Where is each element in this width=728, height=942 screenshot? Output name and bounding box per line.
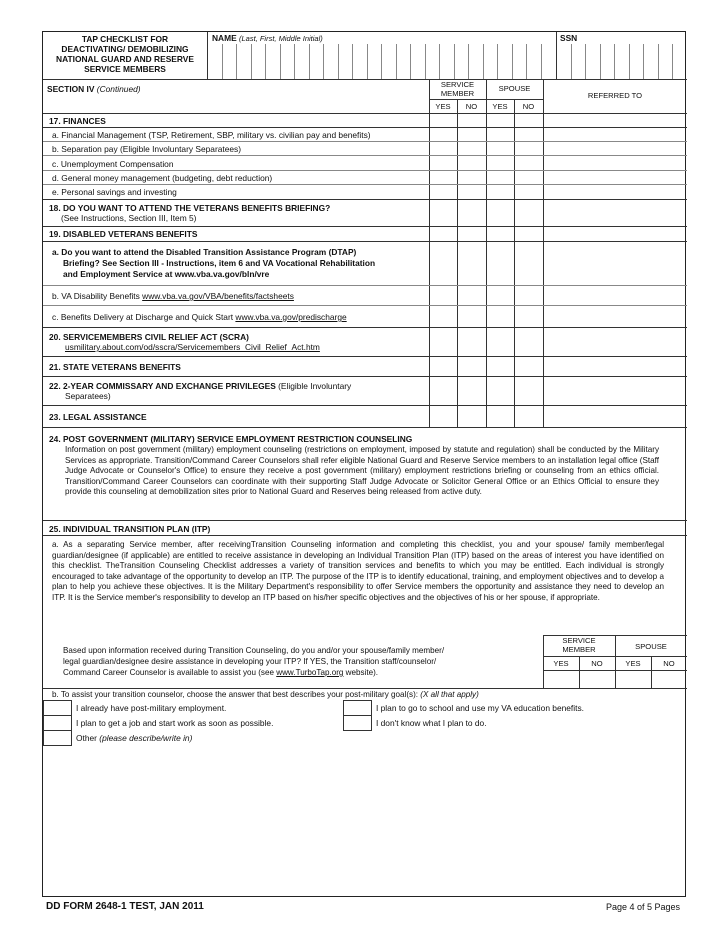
sp-yes-cell[interactable] — [487, 406, 514, 427]
sp-yes-cell[interactable] — [487, 128, 514, 141]
character-cell-divider — [280, 44, 281, 79]
name-label: NAME (Last, First, Middle Initial) — [212, 33, 323, 43]
referred-to-cell[interactable] — [544, 406, 687, 427]
sm-yes-cell[interactable] — [430, 357, 457, 376]
sp-no-cell[interactable] — [515, 142, 543, 155]
sp-yes-cell[interactable] — [487, 242, 514, 285]
sm-no-cell[interactable] — [458, 286, 486, 305]
sm-no-cell[interactable] — [458, 377, 486, 405]
sp-no-cell[interactable] — [515, 328, 543, 356]
itp-spouse-header: SPOUSE — [635, 642, 667, 651]
sp-yes-cell[interactable] — [487, 142, 514, 155]
referred-to-cell[interactable] — [544, 286, 687, 305]
sm-yes-cell[interactable] — [430, 242, 457, 285]
sp-yes-cell[interactable] — [487, 200, 514, 226]
character-cell-divider — [672, 44, 673, 79]
item-17d-text: d. General money management (budgeting, debt reduction) — [52, 173, 273, 183]
itp-sm-no-header: NO — [591, 659, 603, 668]
item-19c-text: c. Benefits Delivery at Discharge and Quick Start www.vba.va.gov/predischarge — [52, 312, 347, 322]
sm-no-cell[interactable] — [458, 171, 486, 184]
sp-no-cell[interactable] — [515, 377, 543, 405]
sm-no-cell[interactable] — [458, 406, 486, 427]
goal-other-checkbox[interactable] — [43, 730, 72, 746]
item-21-title: 21. STATE VETERANS BENEFITS — [49, 362, 181, 372]
sp-no-header: NO — [522, 102, 535, 111]
item-18-title: 18. DO YOU WANT TO ATTEND THE VETERANS BENEFITS BRIEFING? — [49, 203, 331, 213]
item-18-note: (See Instructions, Section III, Item 5) — [61, 213, 197, 223]
item-25a-question-line-1: Based upon information received during Transition Counseling, do you and/or your spouse/family member/ — [63, 646, 445, 655]
character-cell-divider — [614, 44, 615, 79]
referred-to-cell[interactable] — [544, 377, 687, 405]
referred-to-cell[interactable] — [544, 200, 687, 226]
goal-school-checkbox[interactable] — [343, 700, 372, 716]
itp-sm-yes-cell[interactable] — [544, 671, 579, 688]
sm-no-cell[interactable] — [458, 156, 486, 170]
sp-yes-cell[interactable] — [487, 185, 514, 199]
spouse-header: SPOUSE — [498, 84, 531, 93]
character-cell-divider — [425, 44, 426, 79]
itp-sp-yes-cell[interactable] — [616, 671, 651, 688]
itp-service-member-header: SERVICE MEMBER — [562, 636, 596, 654]
sm-no-cell[interactable] — [458, 200, 486, 226]
form-title-line-1: TAP CHECKLIST FOR — [81, 34, 169, 44]
character-cell-divider — [236, 44, 237, 79]
character-cell-divider — [454, 44, 455, 79]
character-cell-divider — [600, 44, 601, 79]
sm-yes-cell[interactable] — [430, 185, 457, 199]
character-cell-divider — [309, 44, 310, 79]
goal-employment-label: I already have post-military employment. — [76, 703, 227, 713]
item-25a-question-line-3: Command Career Counselor is available to assist you (see www.TurboTap.org website). — [63, 668, 379, 677]
sm-no-header: NO — [465, 102, 478, 111]
section-label: SECTION IV (Continued) — [47, 84, 141, 94]
item-19a-line-1: a. Do you want to attend the Disabled Transition Assistance Program (DTAP) — [52, 247, 357, 257]
goal-other-write-in[interactable] — [76, 744, 681, 894]
sm-yes-cell[interactable] — [430, 156, 457, 170]
character-cell-divider — [222, 44, 223, 79]
character-cell-divider — [251, 44, 252, 79]
sp-no-cell[interactable] — [515, 128, 543, 141]
item-19b-text: b. VA Disability Benefits www.vba.va.gov/VBA/benefits/factsheets — [52, 291, 294, 301]
itp-sp-no-header: NO — [663, 659, 675, 668]
item-17-title: 17. FINANCES — [49, 116, 106, 126]
item-22-note: Separatees) — [65, 391, 111, 401]
ssn-input[interactable] — [556, 44, 687, 79]
sm-no-cell[interactable] — [458, 128, 486, 141]
character-cell-divider — [367, 44, 368, 79]
service-member-header: SERVICE MEMBER — [440, 80, 475, 98]
referred-to-header: REFERRED TO — [587, 91, 643, 100]
sp-yes-header: YES — [492, 102, 508, 111]
character-cell-divider — [643, 44, 644, 79]
character-cell-divider — [541, 44, 542, 79]
sm-no-cell[interactable] — [458, 306, 486, 327]
itp-sm-no-cell[interactable] — [580, 671, 615, 688]
sm-yes-cell[interactable] — [430, 306, 457, 327]
character-cell-divider — [294, 44, 295, 79]
character-cell-divider — [396, 44, 397, 79]
referred-to-cell[interactable] — [544, 156, 687, 170]
character-cell-divider — [629, 44, 630, 79]
goal-unknown-checkbox[interactable] — [343, 715, 372, 731]
sp-yes-cell[interactable] — [487, 156, 514, 170]
item-19-title: 19. DISABLED VETERANS BENEFITS — [49, 229, 198, 239]
sp-yes-cell[interactable] — [487, 306, 514, 327]
sm-yes-cell[interactable] — [430, 406, 457, 427]
goal-other-label: Other (please describe/write in) — [76, 733, 193, 743]
goal-unknown-label: I don't know what I plan to do. — [376, 718, 487, 728]
item-20-title: 20. SERVICEMEMBERS CIVIL RELIEF ACT (SCRA) — [49, 332, 249, 342]
referred-to-cell[interactable] — [544, 128, 687, 141]
sp-no-cell[interactable] — [515, 242, 543, 285]
ssn-label: SSN — [560, 33, 578, 43]
character-cell-divider — [585, 44, 586, 79]
item-20-link — [65, 342, 320, 352]
character-cell-divider — [483, 44, 484, 79]
sm-yes-cell[interactable] — [430, 377, 457, 405]
page-number: Page 4 of 5 Pages — [606, 902, 681, 912]
item-19a-line-2: Briefing? See Section III - Instructions, item 6 and VA Vocational Rehabilitation — [63, 258, 376, 268]
character-cell-divider — [439, 44, 440, 79]
referred-to-cell[interactable] — [544, 242, 687, 285]
character-cell-divider — [468, 44, 469, 79]
sm-no-cell[interactable] — [458, 185, 486, 199]
sp-no-cell[interactable] — [515, 406, 543, 427]
character-cell-divider — [381, 44, 382, 79]
character-cell-divider — [352, 44, 353, 79]
sm-yes-cell[interactable] — [430, 171, 457, 184]
va-disability-link[interactable]: www.vba.va.gov/VBA/benefits/factsheets — [142, 291, 294, 301]
sm-no-cell[interactable] — [458, 328, 486, 356]
item-22-title: 22. 2-YEAR COMMISSARY AND EXCHANGE PRIVILEGES (Eligible Involuntary — [49, 381, 352, 391]
itp-sm-yes-header: YES — [553, 659, 569, 668]
sp-yes-cell[interactable] — [487, 357, 514, 376]
form-title-line-4: SERVICE MEMBERS — [84, 64, 166, 74]
character-cell-divider — [571, 44, 572, 79]
sp-no-cell[interactable] — [515, 286, 543, 305]
character-cell-divider — [526, 44, 527, 79]
sp-no-cell[interactable] — [515, 357, 543, 376]
sm-yes-header: YES — [435, 102, 451, 111]
sm-yes-cell[interactable] — [430, 328, 457, 356]
item-23-title: 23. LEGAL ASSISTANCE — [49, 412, 147, 422]
referred-to-cell[interactable] — [544, 357, 687, 376]
goal-employment-checkbox[interactable] — [43, 700, 72, 716]
itp-sp-no-cell[interactable] — [652, 671, 687, 688]
referred-to-cell[interactable] — [544, 306, 687, 327]
item-25a-body: a. As a separating Service member, after receivingTransition Counseling information and completing this checklist, you and your spouse/ family member/legal guardian/designee (if applicable) are entitled to receive assistance in developing an Individual Transition Plan (ITP) based on the areas of interest you have identified on this checklist. TheTransition Counseling Checklist addresses a variety of transition services and benefits to which you may be entitled. Each individual is strongly encouraged to take advantage of the opportunity to develop an ITP. The purpose of the ITP is to identify educational, training, and employment objectives and to develop a plan to help you achieve these objectives. It is the Military Department's responsibility to offer Service members the opportunity and assistance they need to develop an ITP. It is the Service member's responsibility to develop an ITP based on his/her specific objectives and the objectives of his or her spouse, if appropriate. — [52, 540, 664, 602]
goal-job-label: I plan to get a job and start work as soon as possible. — [76, 718, 274, 728]
item-17c-text: c. Unemployment Compensation — [52, 159, 174, 169]
form-number: DD FORM 2648-1 TEST, JAN 2011 — [46, 901, 204, 912]
item-25a-question-line-2: legal guardian/designee desire assistance in developing your ITP? If YES, the Transition staff/counselor/ — [63, 657, 437, 666]
referred-to-cell[interactable] — [544, 142, 687, 155]
sp-no-cell[interactable] — [515, 185, 543, 199]
item-17b-text: b. Separation pay (Eligible Involuntary Separatees) — [52, 144, 242, 154]
sm-no-cell[interactable] — [458, 357, 486, 376]
sm-yes-cell[interactable] — [430, 286, 457, 305]
character-cell-divider — [658, 44, 659, 79]
sp-no-cell[interactable] — [515, 200, 543, 226]
itp-sp-yes-header: YES — [625, 659, 641, 668]
item-17a-text: a. Financial Management (TSP, Retirement, SBP, military vs. civilian pay and benefits) — [52, 130, 371, 140]
goal-job-checkbox[interactable] — [43, 715, 72, 731]
goal-school-label: I plan to go to school and use my VA education benefits. — [376, 703, 584, 713]
character-cell-divider — [323, 44, 324, 79]
sp-yes-cell[interactable] — [487, 328, 514, 356]
predischarge-link[interactable]: www.vba.va.gov/predischarge — [235, 312, 347, 322]
sp-yes-cell[interactable] — [487, 286, 514, 305]
sm-yes-cell[interactable] — [430, 128, 457, 141]
sp-no-cell[interactable] — [515, 156, 543, 170]
referred-to-cell[interactable] — [544, 171, 687, 184]
item-25b-text: b. To assist your transition counselor, choose the answer that best describes your post-military goal(s): (X all that apply) — [52, 690, 479, 699]
item-25-title: 25. INDIVIDUAL TRANSITION PLAN (ITP) — [49, 524, 211, 534]
tap-checklist-form — [42, 31, 686, 897]
item-24-title: 24. POST GOVERNMENT (MILITARY) SERVICE EMPLOYMENT RESTRICTION COUNSELING — [49, 434, 413, 444]
character-cell-divider — [497, 44, 498, 79]
scra-link[interactable]: usmilitary.about.com/od/sscra/Servicemembers_Civil_Relief_Act.htm — [65, 342, 320, 352]
form-title-line-3: NATIONAL GUARD AND RESERVE — [56, 54, 194, 64]
sm-yes-cell[interactable] — [430, 200, 457, 226]
item-24-body: Information on post government (military) employment counseling (restrictions on employment, imposed by statute and regulation) shall be conducted by the Military Services as appropriate. Transition/Command Career Counselors shall refer eligible National Guard and Reserve Service members to an installation legal office (Staff Judge Advocate or Counselor's Office) to ensure they receive a post government (military) employment restrictions briefing or counseling from an ethics official. Transition/Command Career Counselors can coordinate with their supporting Staff Judge Advocate or Solicitor General Office or an Ethics Official to ensure they provide this counseling at demobilization sites prior to National Guard and Reserves being released from active duty. — [65, 445, 659, 497]
sp-yes-cell[interactable] — [487, 171, 514, 184]
item-19a-line-3: and Employment Service at www.vba.va.gov/bln/vre — [63, 269, 270, 279]
sm-yes-cell[interactable] — [430, 142, 457, 155]
form-title-line-2: DEACTIVATING/ DEMOBILIZING — [61, 44, 189, 54]
character-cell-divider — [338, 44, 339, 79]
item-17e-text: e. Personal savings and investing — [52, 187, 177, 197]
character-cell-divider — [512, 44, 513, 79]
sp-no-cell[interactable] — [515, 306, 543, 327]
referred-to-cell[interactable] — [544, 185, 687, 199]
sm-no-cell[interactable] — [458, 242, 486, 285]
referred-to-cell[interactable] — [544, 328, 687, 356]
character-cell-divider — [410, 44, 411, 79]
sp-yes-cell[interactable] — [487, 377, 514, 405]
turbotap-link[interactable]: www.TurboTap.org — [276, 668, 344, 677]
sm-no-cell[interactable] — [458, 142, 486, 155]
sp-no-cell[interactable] — [515, 171, 543, 184]
character-cell-divider — [265, 44, 266, 79]
